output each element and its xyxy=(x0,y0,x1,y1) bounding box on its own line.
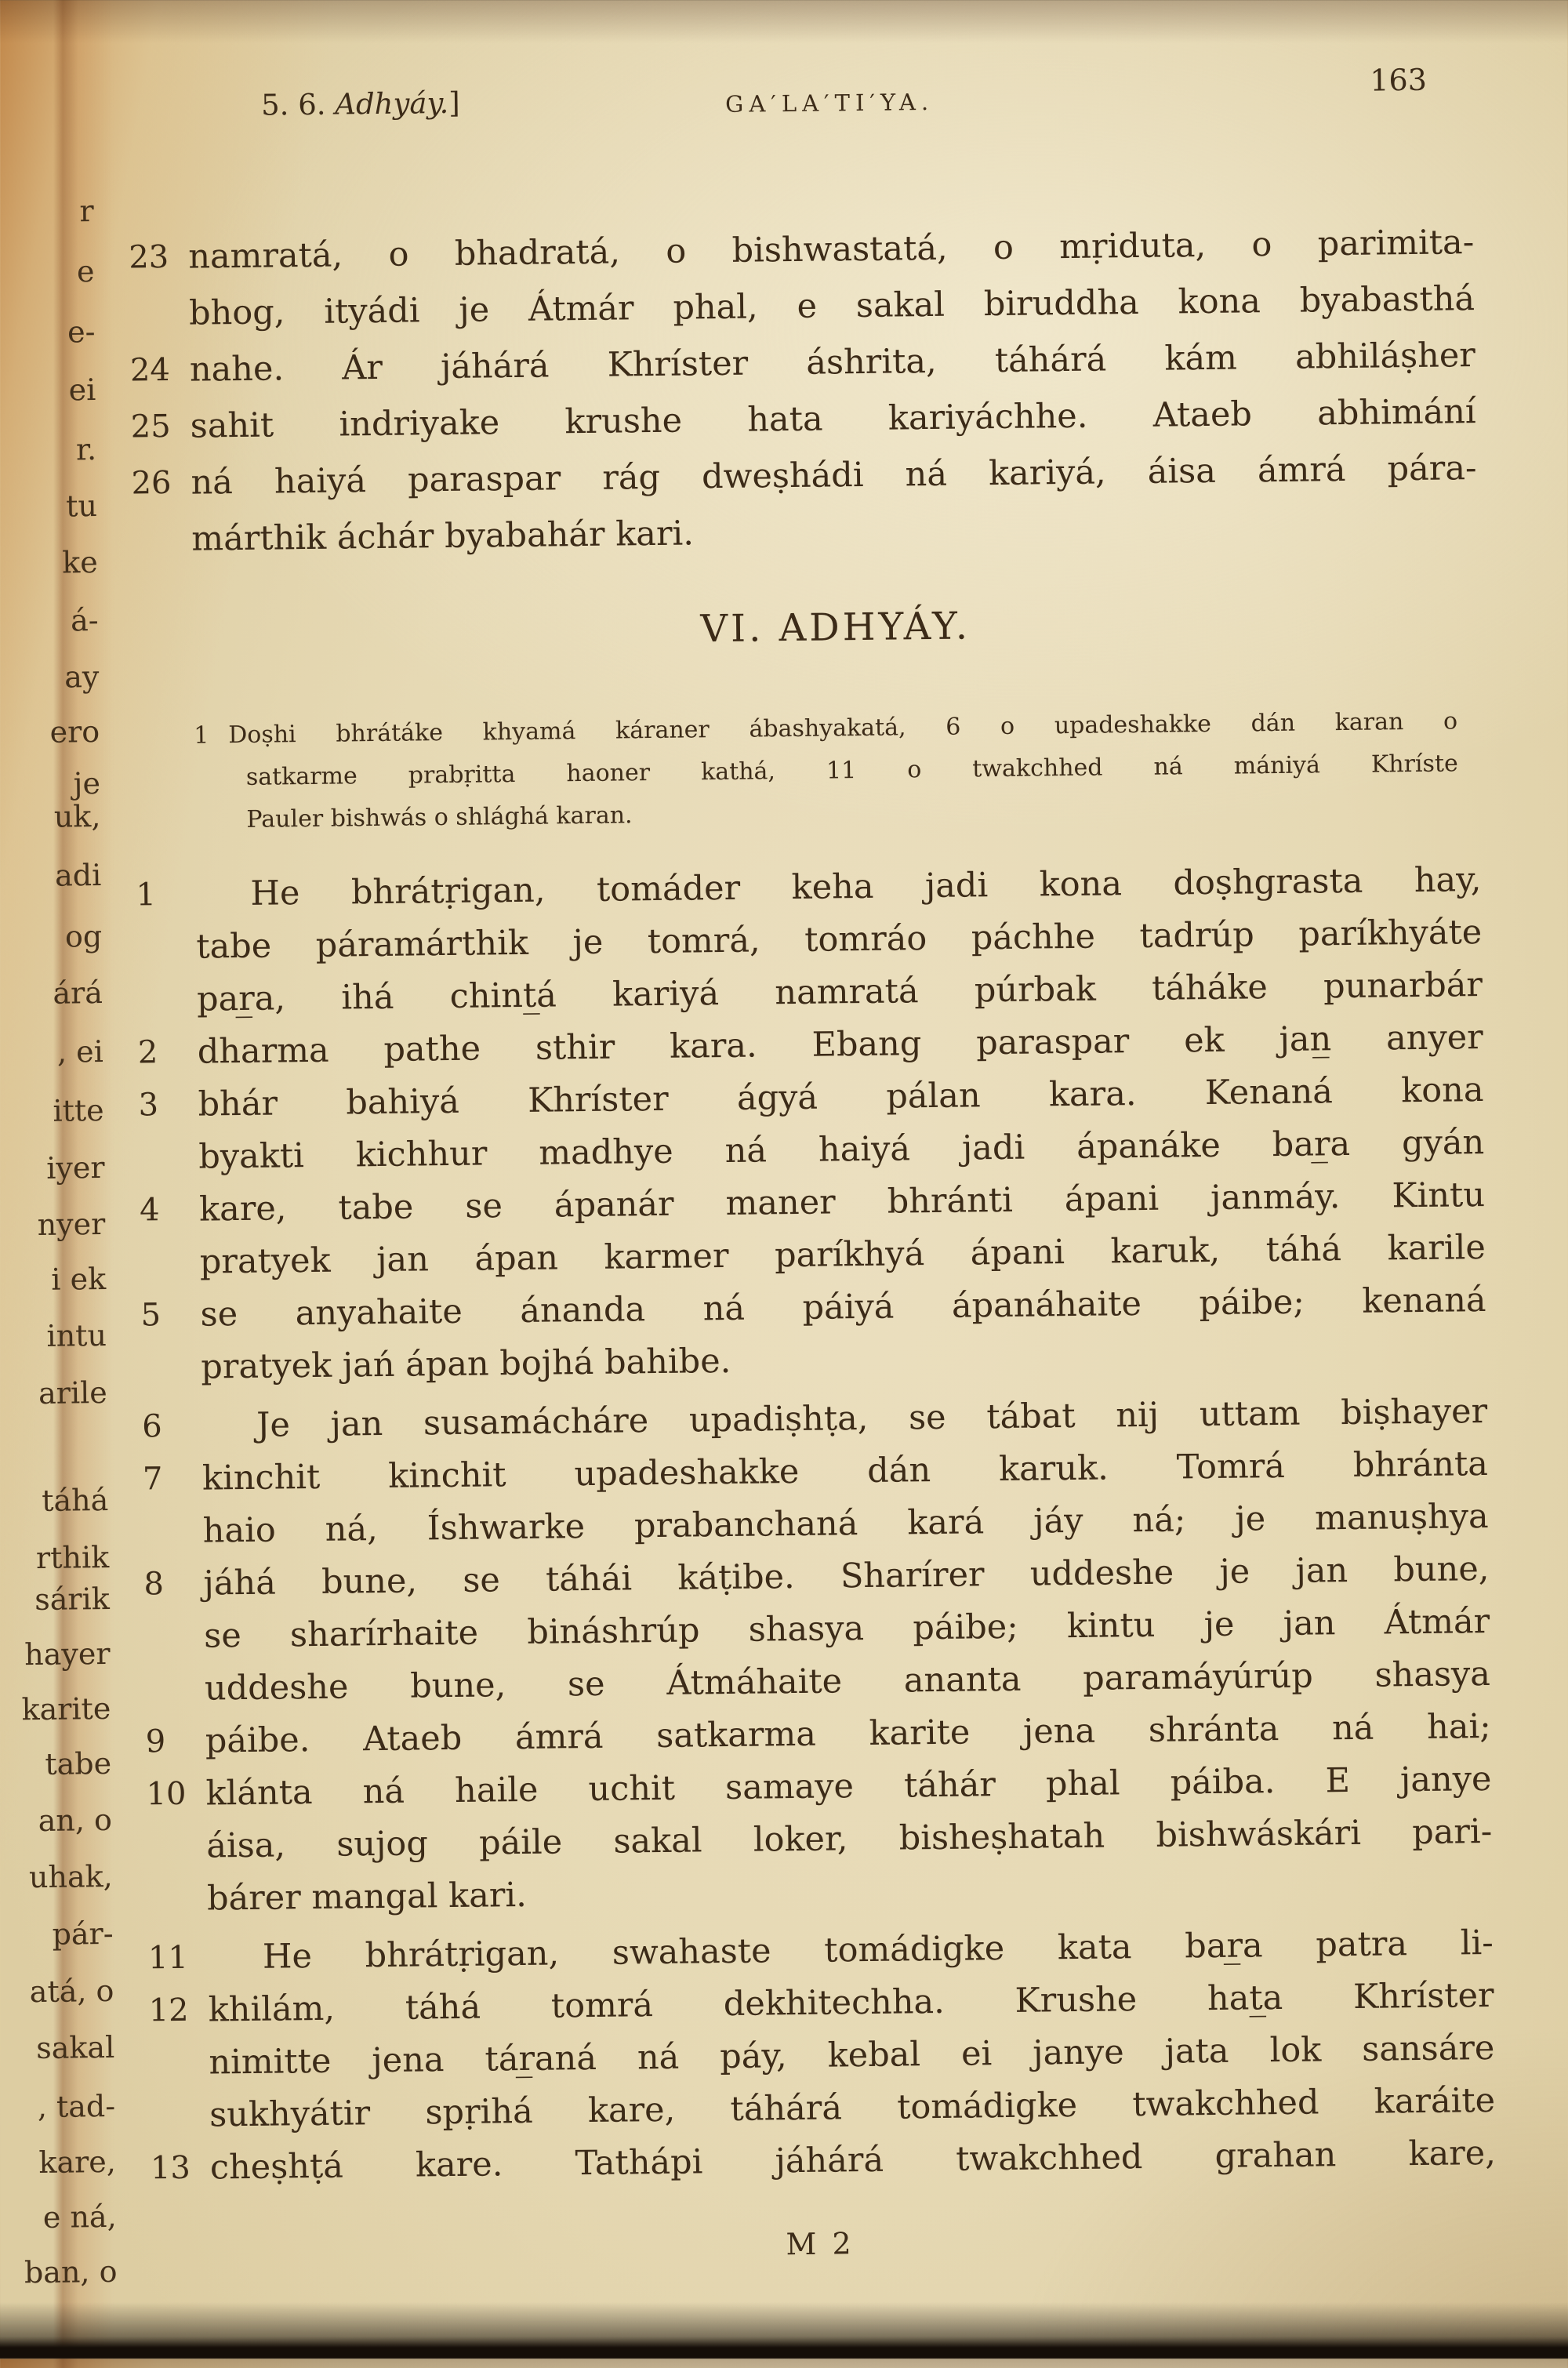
facing-page-fragment: ei xyxy=(68,372,96,408)
section-heading: VI. ADHYÁY. xyxy=(700,604,971,652)
verse-number: 11 xyxy=(147,1939,189,1977)
text-column xyxy=(129,0,1497,2268)
facing-page-fragment: ban, o xyxy=(24,2254,118,2290)
facing-page-fragment: r. xyxy=(75,432,97,467)
facing-page-fragment: árá xyxy=(53,975,103,1011)
verse-number: 6 xyxy=(141,1408,162,1445)
running-title: GA′LA′TI′YA. xyxy=(724,88,935,118)
verse-text: sukhyátir spṛihá kare, táhárá tomádigke twakchhed karáite xyxy=(209,2080,1496,2135)
facing-page-fragment: ke xyxy=(61,545,98,580)
summary-text: satkarme prabṛitta haoner kathá, 11 o twakchhed ná mániyá Khríste xyxy=(245,750,1458,791)
facing-page-fragment: kare, xyxy=(38,2144,117,2181)
verse-number: 12 xyxy=(148,1992,189,2029)
facing-page-fragment: og xyxy=(64,918,103,954)
verse-number: 2 xyxy=(137,1034,158,1071)
facing-page-fragment: e xyxy=(76,254,95,289)
facing-page-fragment: tabe xyxy=(45,1745,112,1781)
summary-text: Pauler bishwás o shlághá karan. xyxy=(246,801,633,834)
facing-page-fragment: adi xyxy=(54,857,102,893)
facing-page-fragment: e ná, xyxy=(42,2199,117,2235)
verse-text: pratyek jań ápan bojhá bahibe. xyxy=(201,1341,731,1387)
verse-text: páibe. Ataeb ámrá satkarma karite jena shránta ná hai; xyxy=(205,1706,1491,1761)
verse-text: jáhá bune, se táhái káṭibe. Sharírer uddeshe je jan bune, xyxy=(203,1549,1490,1603)
verse-number: 3 xyxy=(138,1087,159,1124)
verse-text: áisa, sujog páile sakal loker, bisheṣhatah bishwáskári pari- xyxy=(206,1811,1493,1866)
verse-text: He bhrátṛigan, tomáder keha jadi kona doṣhgrasta hay, xyxy=(250,860,1482,913)
verse-number: 8 xyxy=(143,1566,165,1603)
facing-page-fragment: tu xyxy=(65,488,98,524)
verse-text: par̲a, ihá chint̲á kariyá namratá púrbak táháke punarbár xyxy=(196,965,1483,1019)
facing-page-fragment: e- xyxy=(67,314,96,350)
facing-page-fragment: , tad- xyxy=(37,2088,116,2125)
verse-text: He bhrátṛigan, swahaste tomádigke kata bar̲a patra li- xyxy=(262,1923,1494,1977)
verse-text: se sharírhaite bináshrúp shasya páibe; kintu je jan Átmár xyxy=(203,1601,1490,1656)
verse-text: sahit indriyake krushe hata kariyáchhe. Ataeb abhimání xyxy=(190,392,1476,446)
chapter-summary xyxy=(194,700,1481,842)
summary-text: Doṣhi bhrátáke khyamá káraner ábashyakatá, 6 o upadeshakke dán karan o xyxy=(228,707,1458,750)
facing-page-fragment: pár- xyxy=(52,1916,114,1952)
verse-number: 4 xyxy=(139,1192,160,1229)
verse-text: bhár bahiyá Khríster ágyá pálan kara. Kenaná kona xyxy=(198,1070,1484,1124)
facing-page-fragment: sárik xyxy=(34,1581,110,1618)
facing-page-fragment: i ek xyxy=(51,1261,107,1297)
facing-page-fragment: ay xyxy=(64,659,100,695)
verse-number xyxy=(145,1663,194,1664)
verse-text: nimitte jena tár̲aná ná páy, kebal ei janye jata lok sansáre xyxy=(209,2028,1495,2083)
verse-number: 9 xyxy=(145,1723,166,1760)
verse-text: ná haiyá paraspar rág dweṣhádi ná kariyá, áisa ámrá pára- xyxy=(191,449,1477,503)
verse-number: 1 xyxy=(136,877,157,913)
page-number: 163 xyxy=(1370,62,1428,98)
chapter-reference-word: Adhyáy. xyxy=(335,85,449,122)
facing-page-fragment: intu xyxy=(46,1317,107,1353)
chapter-reference-bracket: ] xyxy=(448,85,460,120)
facing-page-fragment: iyer xyxy=(45,1149,105,1186)
verse-text: se anyahaite ánanda ná páiyá ápanáhaite páibe; kenaná xyxy=(200,1280,1486,1335)
facing-page-fragment: nyer xyxy=(37,1206,106,1242)
verse-text: bárer mangal kari. xyxy=(206,1875,528,1919)
verse-text: kinchit kinchit upadeshakke dán karuk. Tomrá bhránta xyxy=(201,1444,1489,1498)
facing-page-fragment: uhak, xyxy=(28,1858,113,1895)
verse-text: uddeshe bune, se Átmáhaite ananta paramáyúrúp shasya xyxy=(204,1654,1491,1709)
verse-text: kare, tabe se ápanár maner bhránti ápani janmáy. Kintu xyxy=(198,1175,1486,1229)
verse-number: 5 xyxy=(140,1297,162,1334)
facing-page-fragment: r xyxy=(79,194,94,229)
facing-page-fragment: uk, xyxy=(53,799,101,834)
chapter-reference-numbers: 5. 6. xyxy=(260,87,326,122)
left-margin-fragments xyxy=(0,9,123,2368)
verse-text: dharma pathe sthir kara. Ebang paraspar ek jan̲ anyer xyxy=(197,1018,1483,1072)
verse-text: namratá, o bhadratá, o bishwastatá, o mṛiduta, o parimita- xyxy=(188,223,1475,277)
verse-text: byakti kichhur madhye ná haiyá jadi ápanáke bar̲a gyán xyxy=(198,1123,1485,1177)
verse-text: pratyek jan ápan karmer paríkhyá ápani karuk, táhá karile xyxy=(199,1228,1486,1282)
facing-page-fragment: ero xyxy=(49,714,100,750)
verse-text: khilám, táhá tomrá dekhitechha. Krushe hat̲a Khríster xyxy=(208,1975,1494,2030)
facing-page-fragment: , ei xyxy=(56,1033,104,1070)
facing-page-fragment: an, o xyxy=(38,1802,113,1838)
verse-text: haio ná, Íshwarke prabanchaná kará jáy ná; je manuṣhya xyxy=(202,1496,1489,1551)
verse-text: bhog, ityádi je Átmár phal, e sakal biruddha kona byabasthá xyxy=(188,279,1475,333)
facing-page-fragment: itte xyxy=(53,1092,104,1128)
verse-number: 25 xyxy=(130,408,171,445)
facing-page-fragment: táhá xyxy=(41,1482,109,1518)
verse-text: márthik áchár byabahár kari. xyxy=(191,514,695,559)
chapter5-verses xyxy=(129,214,1478,568)
verse-number: 24 xyxy=(129,351,171,389)
verse-number: 13 xyxy=(150,2149,191,2187)
verse-number: 26 xyxy=(131,464,172,502)
facing-page-fragment: hayer xyxy=(24,1636,111,1672)
verse-text: nahe. Ár jáhárá Khríster áshrita, táhárá kám abhiláṣher xyxy=(189,336,1476,390)
verse-number: 7 xyxy=(142,1461,163,1498)
facing-page-fragment: rthik xyxy=(35,1539,110,1575)
facing-page-fragment: atá, o xyxy=(29,1973,114,2010)
verse-text: Je jan susamácháre upadiṣhṭa, se tábat nij uttam biṣhayer xyxy=(256,1391,1488,1445)
facing-page-fragment: arile xyxy=(38,1375,107,1411)
verse-number xyxy=(147,1873,196,1874)
facing-page-fragment: sakal xyxy=(35,2029,115,2066)
facing-page-fragment: karite xyxy=(21,1691,111,1727)
verse-text: tabe páramárthik je tomrá, tomráo páchhe tadrúp paríkhyáte xyxy=(196,913,1483,967)
verse-text: klánta ná haile uchit samaye táhár phal páiba. E janye xyxy=(205,1759,1492,1814)
printer-signature: M 2 xyxy=(786,2226,855,2262)
verse-number xyxy=(137,974,186,975)
verse-number: 23 xyxy=(129,238,169,276)
summary-verse-number: 1 xyxy=(194,721,209,750)
facing-page-fragment: á- xyxy=(70,603,99,638)
verse-number: 10 xyxy=(146,1775,187,1813)
chapter6-verses xyxy=(136,854,1497,2194)
facing-page-fragment: je xyxy=(73,766,101,801)
verse-text: cheṣhṭá kare. Tathápi jáhárá twakchhed grahan kare, xyxy=(209,2133,1497,2188)
